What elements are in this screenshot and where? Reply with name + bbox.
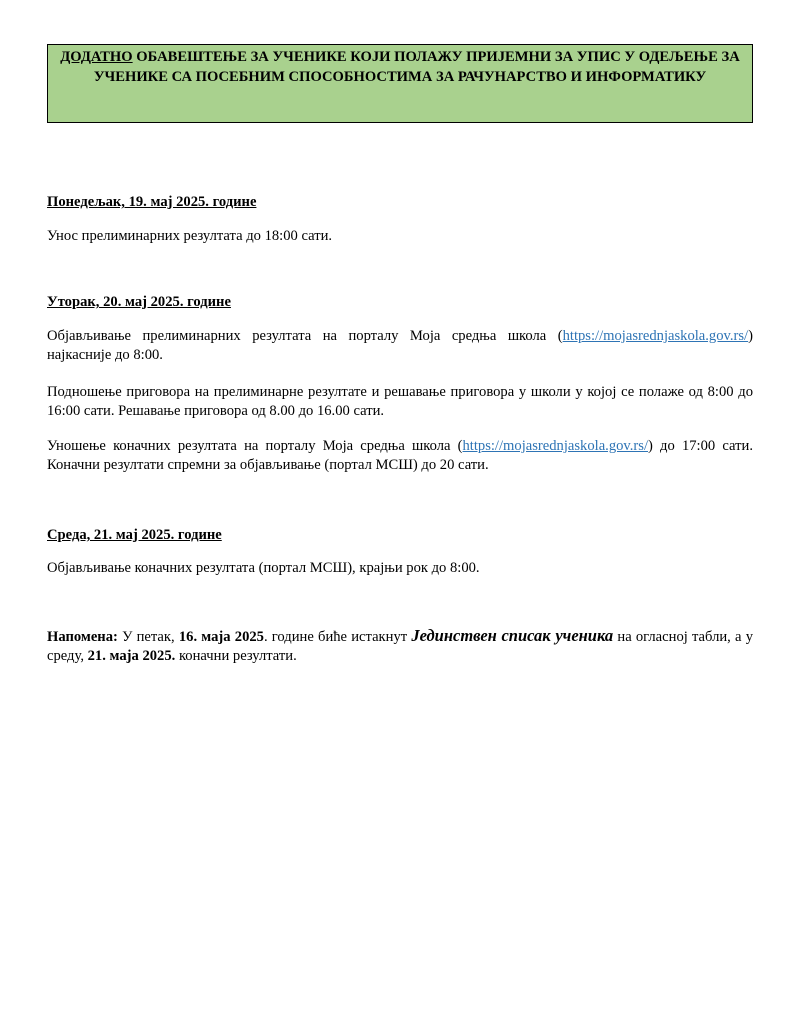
tuesday-heading: Уторак, 20. мај 2025. године <box>47 294 231 310</box>
portal-link-2[interactable]: https://mojasrednjaskola.gov.rs/ <box>462 438 649 454</box>
monday-heading: Понедељак, 19. мај 2025. године <box>47 194 257 210</box>
tuesday-paragraph-3 <box>47 437 753 475</box>
tuesday-p3-after: ) до 17:00 сати. Коначни резултати спремни за објављивање (портал МСШ) до 20 сати. <box>47 438 753 473</box>
wednesday-text: Објављивање коначних резултата (портал МСШ), крајњи рок до 8:00. <box>47 560 480 576</box>
note-part-1: У петак, <box>117 629 179 645</box>
note-list-name: Јединствен списак ученика <box>411 626 614 645</box>
tuesday-paragraph-1 <box>47 327 753 365</box>
title-underlined-word: ДОДАТНО <box>60 49 133 65</box>
title-box <box>47 44 753 123</box>
monday-text: Унос прелиминарних резултата до 18:00 сати. <box>47 228 333 244</box>
wednesday-heading: Среда, 21. мај 2025. године <box>47 527 222 543</box>
note-part-3: на огласној табли, а у среду, <box>47 629 753 664</box>
tuesday-p1-after: ) најкасније до 8:00. <box>47 328 753 363</box>
portal-link-1[interactable]: https://mojasrednjaskola.gov.rs/ <box>562 328 749 344</box>
tuesday-p3-before: Уношење коначних резултата на порталу Моја средња школа ( <box>47 438 463 454</box>
note-part-2: . године биће истакнут <box>263 629 412 645</box>
document-page <box>47 44 753 664</box>
note-label: Напомена: <box>47 629 118 645</box>
title-text: ОБАВЕШТЕЊЕ ЗА УЧЕНИКЕ КОЈИ ПОЛАЖУ ПРИЈЕМНИ ЗА УПИС У ОДЕЉЕЊЕ ЗА УЧЕНИКЕ СА ПОСЕБНИМ СПОСОБНОСТИМА ЗА РАЧУНАРСТВО И ИНФОРМАТИКУ <box>93 49 740 85</box>
note-paragraph <box>47 626 753 666</box>
tuesday-paragraph-2: Подношење приговора на прелиминарне резултате и решавање приговора у школи у којој се полаже од 8:00 до 16:00 сати. Решавање приговора од 8.00 до 16.00 сати. <box>47 384 753 419</box>
note-part-4: коначни резултати. <box>175 648 297 664</box>
note-date-1: 16. маја 2025 <box>178 629 264 645</box>
tuesday-p1-before: Објављивање прелиминарних резултата на порталу Моја средња школа ( <box>47 328 563 344</box>
note-date-2: 21. маја 2025. <box>87 648 176 664</box>
